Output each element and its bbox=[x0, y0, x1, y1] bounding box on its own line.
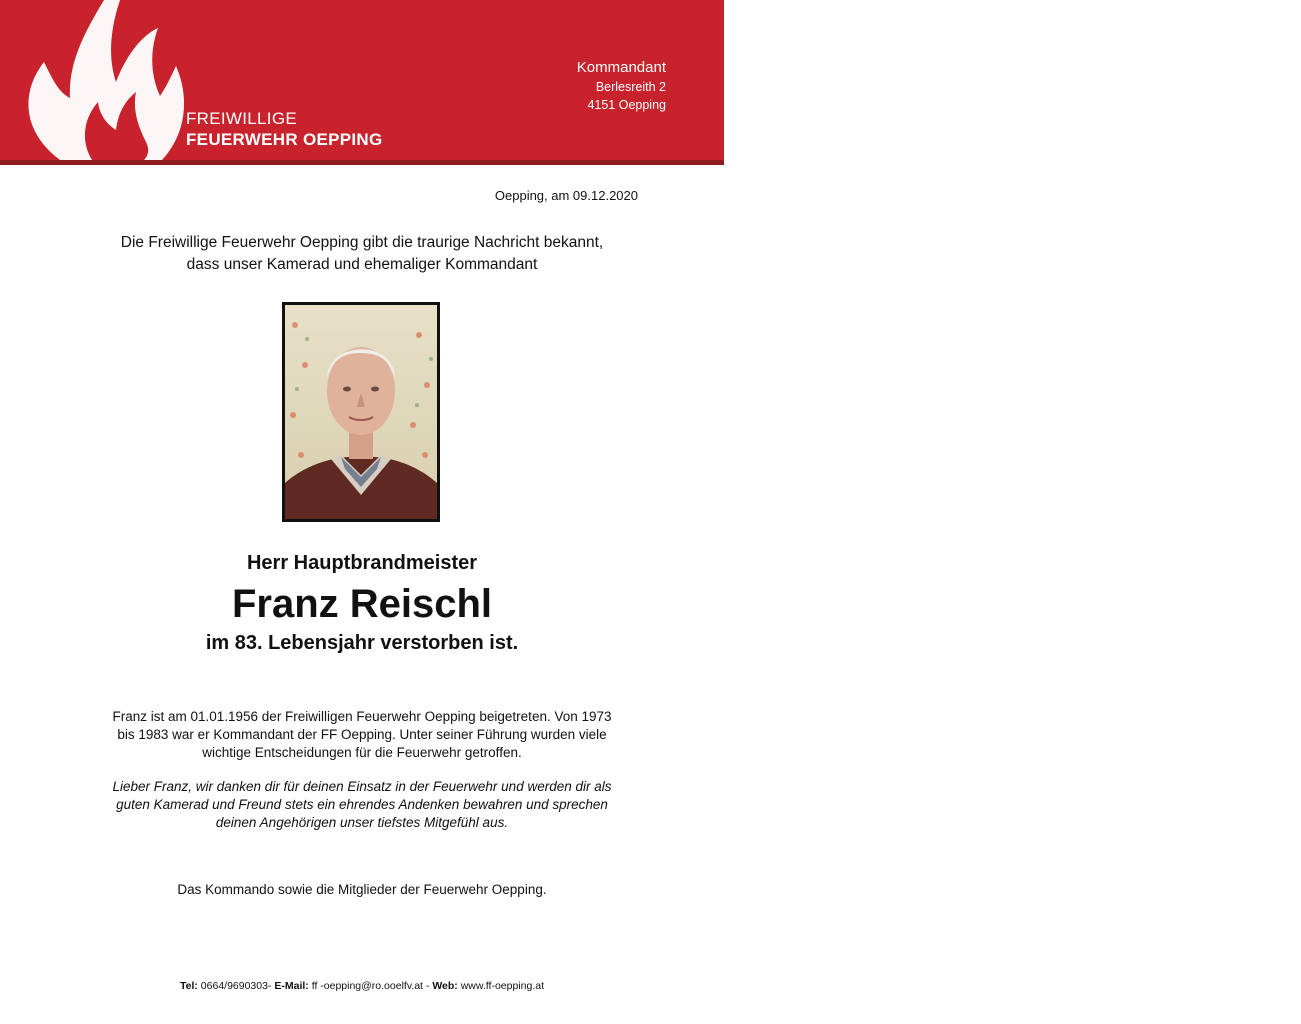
bio-line: wichtige Entscheidungen für die Feuerwehr getroffen. bbox=[202, 745, 522, 760]
intro-line: Die Freiwillige Feuerwehr Oepping gibt die traurige Nachricht bekannt, bbox=[120, 234, 604, 251]
intro-text bbox=[62, 232, 662, 276]
footer-email-label: E-Mail: bbox=[274, 980, 309, 992]
tribute-line: guten Kamerad und Freund stets ein ehrendes Andenken bewahren und sprechen bbox=[116, 797, 608, 812]
intro-line: dass unser Kamerad und ehemaliger Kommandant bbox=[186, 256, 538, 273]
deceased-rank: Herr Hauptbrandmeister bbox=[246, 552, 478, 574]
footer-web-link[interactable]: www.ff-oepping.at bbox=[460, 980, 544, 992]
flame-icon bbox=[0, 0, 200, 160]
portrait-photo bbox=[282, 302, 440, 522]
portrait-image bbox=[285, 305, 437, 519]
deceased-statement: im 83. Lebensjahr verstorben ist. bbox=[205, 632, 519, 654]
contact-block bbox=[576, 58, 1014, 653]
org-name-line1: FREIWILLIGE bbox=[186, 109, 297, 128]
footer-email-value[interactable]: ff -oepping@ro.ooelfv.at - bbox=[311, 980, 430, 992]
deceased-name: Franz Reischl bbox=[231, 582, 493, 626]
footer-tel-value: 0664/9690303- bbox=[200, 980, 272, 992]
footer-web-label: Web: bbox=[432, 980, 458, 992]
footer-contact bbox=[0, 980, 724, 992]
organization-name bbox=[186, 108, 383, 150]
tribute-text bbox=[72, 778, 652, 832]
address-city: 4151 Oepping bbox=[587, 98, 666, 112]
bio-line: bis 1983 war er Kommandant der FF Oepping. Unter seiner Führung wurden viele bbox=[117, 727, 607, 742]
tribute-line: deinen Angehörigen unser tiefstes Mitgefühl aus. bbox=[215, 815, 509, 830]
contact-name: Stefan Spindlbalker bbox=[864, 636, 1014, 653]
header-divider bbox=[0, 160, 724, 165]
signoff-text: Das Kommando sowie die Mitglieder der Feuerwehr Oepping. bbox=[177, 882, 547, 897]
org-name-line2: FEUERWEHR OEPPING bbox=[186, 130, 383, 149]
address-street: Berlesreith 2 bbox=[595, 80, 666, 94]
footer-tel-label: Tel: bbox=[179, 980, 198, 992]
biography-text bbox=[72, 708, 652, 762]
bio-line: Franz ist am 01.01.1956 der Freiwilligen Feuerwehr Oepping beigetreten. Von 1973 bbox=[112, 709, 612, 724]
tribute-line: Lieber Franz, wir danken dir für deinen Einsatz in der Feuerwehr und werden dir als bbox=[112, 779, 612, 794]
letter-date: Oepping, am 09.12.2020 bbox=[494, 188, 638, 203]
contact-role: Kommandant bbox=[576, 59, 666, 76]
